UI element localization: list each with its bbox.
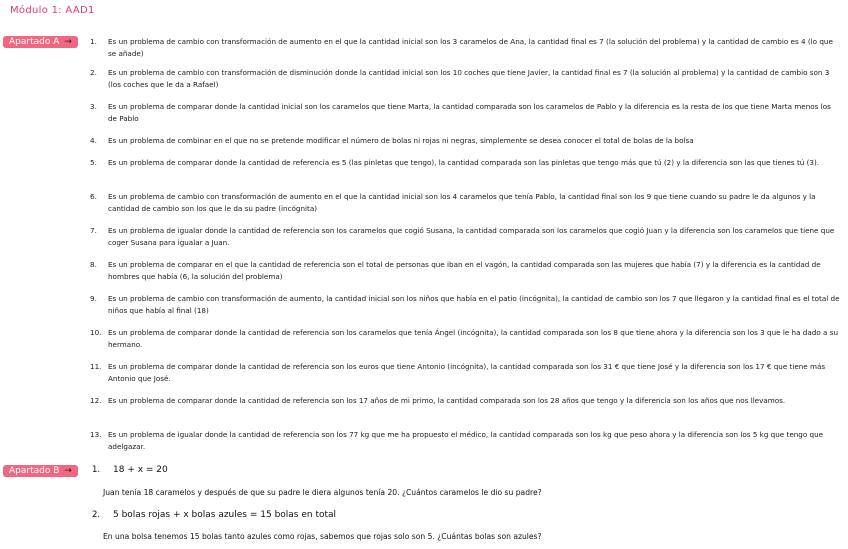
list-item <box>90 67 842 90</box>
list-item-number: 2. <box>90 68 97 77</box>
list-item <box>90 429 842 452</box>
list-item <box>90 157 842 169</box>
list-item-text: Es un problema de comparar donde la cantidad inicial son los caramelos que tiene Marta, la cantidad comparada son los caramelos de Pablo y la diferencia es la resta de los que tiene Marta menos los de Pablo <box>108 102 831 123</box>
list-item-text: Es un problema de comparar donde la cantidad de referencia es 5 (las pinletas que tengo), la cantidad comparada son las pinletas que tengo más que tú (2) y la diferencia son las que tienes tú (3). <box>108 158 820 167</box>
list-item-number: 4. <box>90 136 97 145</box>
list-item-text: Es un problema de cambio con transformación de aumento en el que la cantidad inicial son los 3 caramelos de Ana, la cantidad final es 7 (la solución del problema) y la cantidad de cambio es 4 (lo que se añade) <box>108 37 833 58</box>
list-item-number: 13. <box>90 430 102 439</box>
list-item-text: Es un problema de comparar donde la cantidad de referencia son los euros que tiene Antonio (incógnita), la cantidad comparada son los 31 € que tiene José y la diferencia son los 17 € que tiene más Antonio que José. <box>108 362 826 383</box>
b-item-2-number: 2. <box>92 510 101 520</box>
list-item <box>90 36 842 59</box>
list-item-number: 3. <box>90 102 97 111</box>
list-item-text: Es un problema de cambio con transformación de disminución donde la cantidad inicial son los 10 coches que tiene Javier, la cantidad final es 7 (la solución al problema) y la cantidad de cambio son 3 (los coches que le da a Rafael) <box>108 68 830 89</box>
list-item <box>90 361 842 384</box>
list-item <box>90 293 842 316</box>
b-item-2-sentence: En una bolsa tenemos 15 bolas tanto azules como rojas, sabemos que rojas solo son 5. ¿Cuántas bolas son azules? <box>103 532 542 541</box>
list-item-text: Es un problema de cambio con transformación de aumento, la cantidad inicial son los niños que había en el patio (incógnita), la cantidad de cambio son los 7 que llegaron y la cantidad final es el total de niños que había al final (18) <box>108 294 840 315</box>
list-item-text: Es un problema de comparar donde la cantidad de referencia son los 17 años de mi primo, la cantidad comparada son los 28 años que tengo y la diferencia son los años que nos llevamos. <box>108 396 786 405</box>
b-item-2-equation: 5 bolas rojas + x bolas azules = 15 bolas en total <box>113 510 337 520</box>
b-item-1-number: 1. <box>92 465 101 475</box>
list-item-number: 8. <box>90 260 97 269</box>
list-item-text: Es un problema de comparar en el que la cantidad de referencia son el total de personas que iban en el vagón, la cantidad comparada son las mujeres que había (7) y la diferencia es la cantidad de hombres que había (6, la solución del problema) <box>108 260 821 281</box>
list-item <box>90 327 842 350</box>
section-b-tag: Apartado B → <box>3 465 78 477</box>
section-a-tag: Apartado A → <box>3 36 78 48</box>
list-item-number: 5. <box>90 158 97 167</box>
b-item-1-equation: 18 + x = 20 <box>113 465 168 475</box>
list-item-text: Es un problema de comparar donde la cantidad de referencia son los caramelos que tenía Ángel (incógnita), la cantidad comparada son los 8 que tiene ahora y la diferencia son los 3 que le ha dado a su hermano. <box>108 328 839 349</box>
list-item-number: 11. <box>90 362 102 371</box>
list-item-number: 1. <box>90 37 97 46</box>
list-item <box>90 225 842 248</box>
list-item <box>90 135 842 147</box>
list-item <box>90 101 842 124</box>
list-item-text: Es un problema de combinar en el que no se pretende modificar el número de bolas ni rojas ni negras, simplemente se desea conocer el total de bolas de la bolsa <box>108 136 694 145</box>
list-item-number: 9. <box>90 294 97 303</box>
page-title: Módulo 1: AAD1 <box>10 5 95 16</box>
list-item-text: Es un problema de igualar donde la cantidad de referencia son los 77 kg que me ha propuesto el médico, la cantidad comparada son los kg que peso ahora y la diferencia son los 5 kg que tengo que adelgazar. <box>108 430 824 451</box>
list-item <box>90 259 842 282</box>
b-item-1-sentence: Juan tenía 18 caramelos y después de que su padre le diera algunos tenía 20. ¿Cuántos caramelos le dio su padre? <box>103 488 542 497</box>
list-item-number: 6. <box>90 192 97 201</box>
list-item <box>90 191 842 214</box>
list-item <box>90 395 842 407</box>
list-item-number: 7. <box>90 226 97 235</box>
list-item-text: Es un problema de cambio con transformación de aumento en el que la cantidad inicial son los 4 caramelos que tenía Pablo, la cantidad final son los 9 que tiene cuando su padre le da algunos y la cantidad de cambio son los que le da su padre (incógnita) <box>108 192 816 213</box>
list-item-text: Es un problema de igualar donde la cantidad de referencia son los caramelos que cogió Susana, la cantidad comparada son los caramelos que cogió Juan y la diferencia son los caramelos que tiene que coger Susana para igualar a Juan. <box>108 226 835 247</box>
list-item-number: 12. <box>90 396 102 405</box>
list-item-number: 10. <box>90 328 102 337</box>
